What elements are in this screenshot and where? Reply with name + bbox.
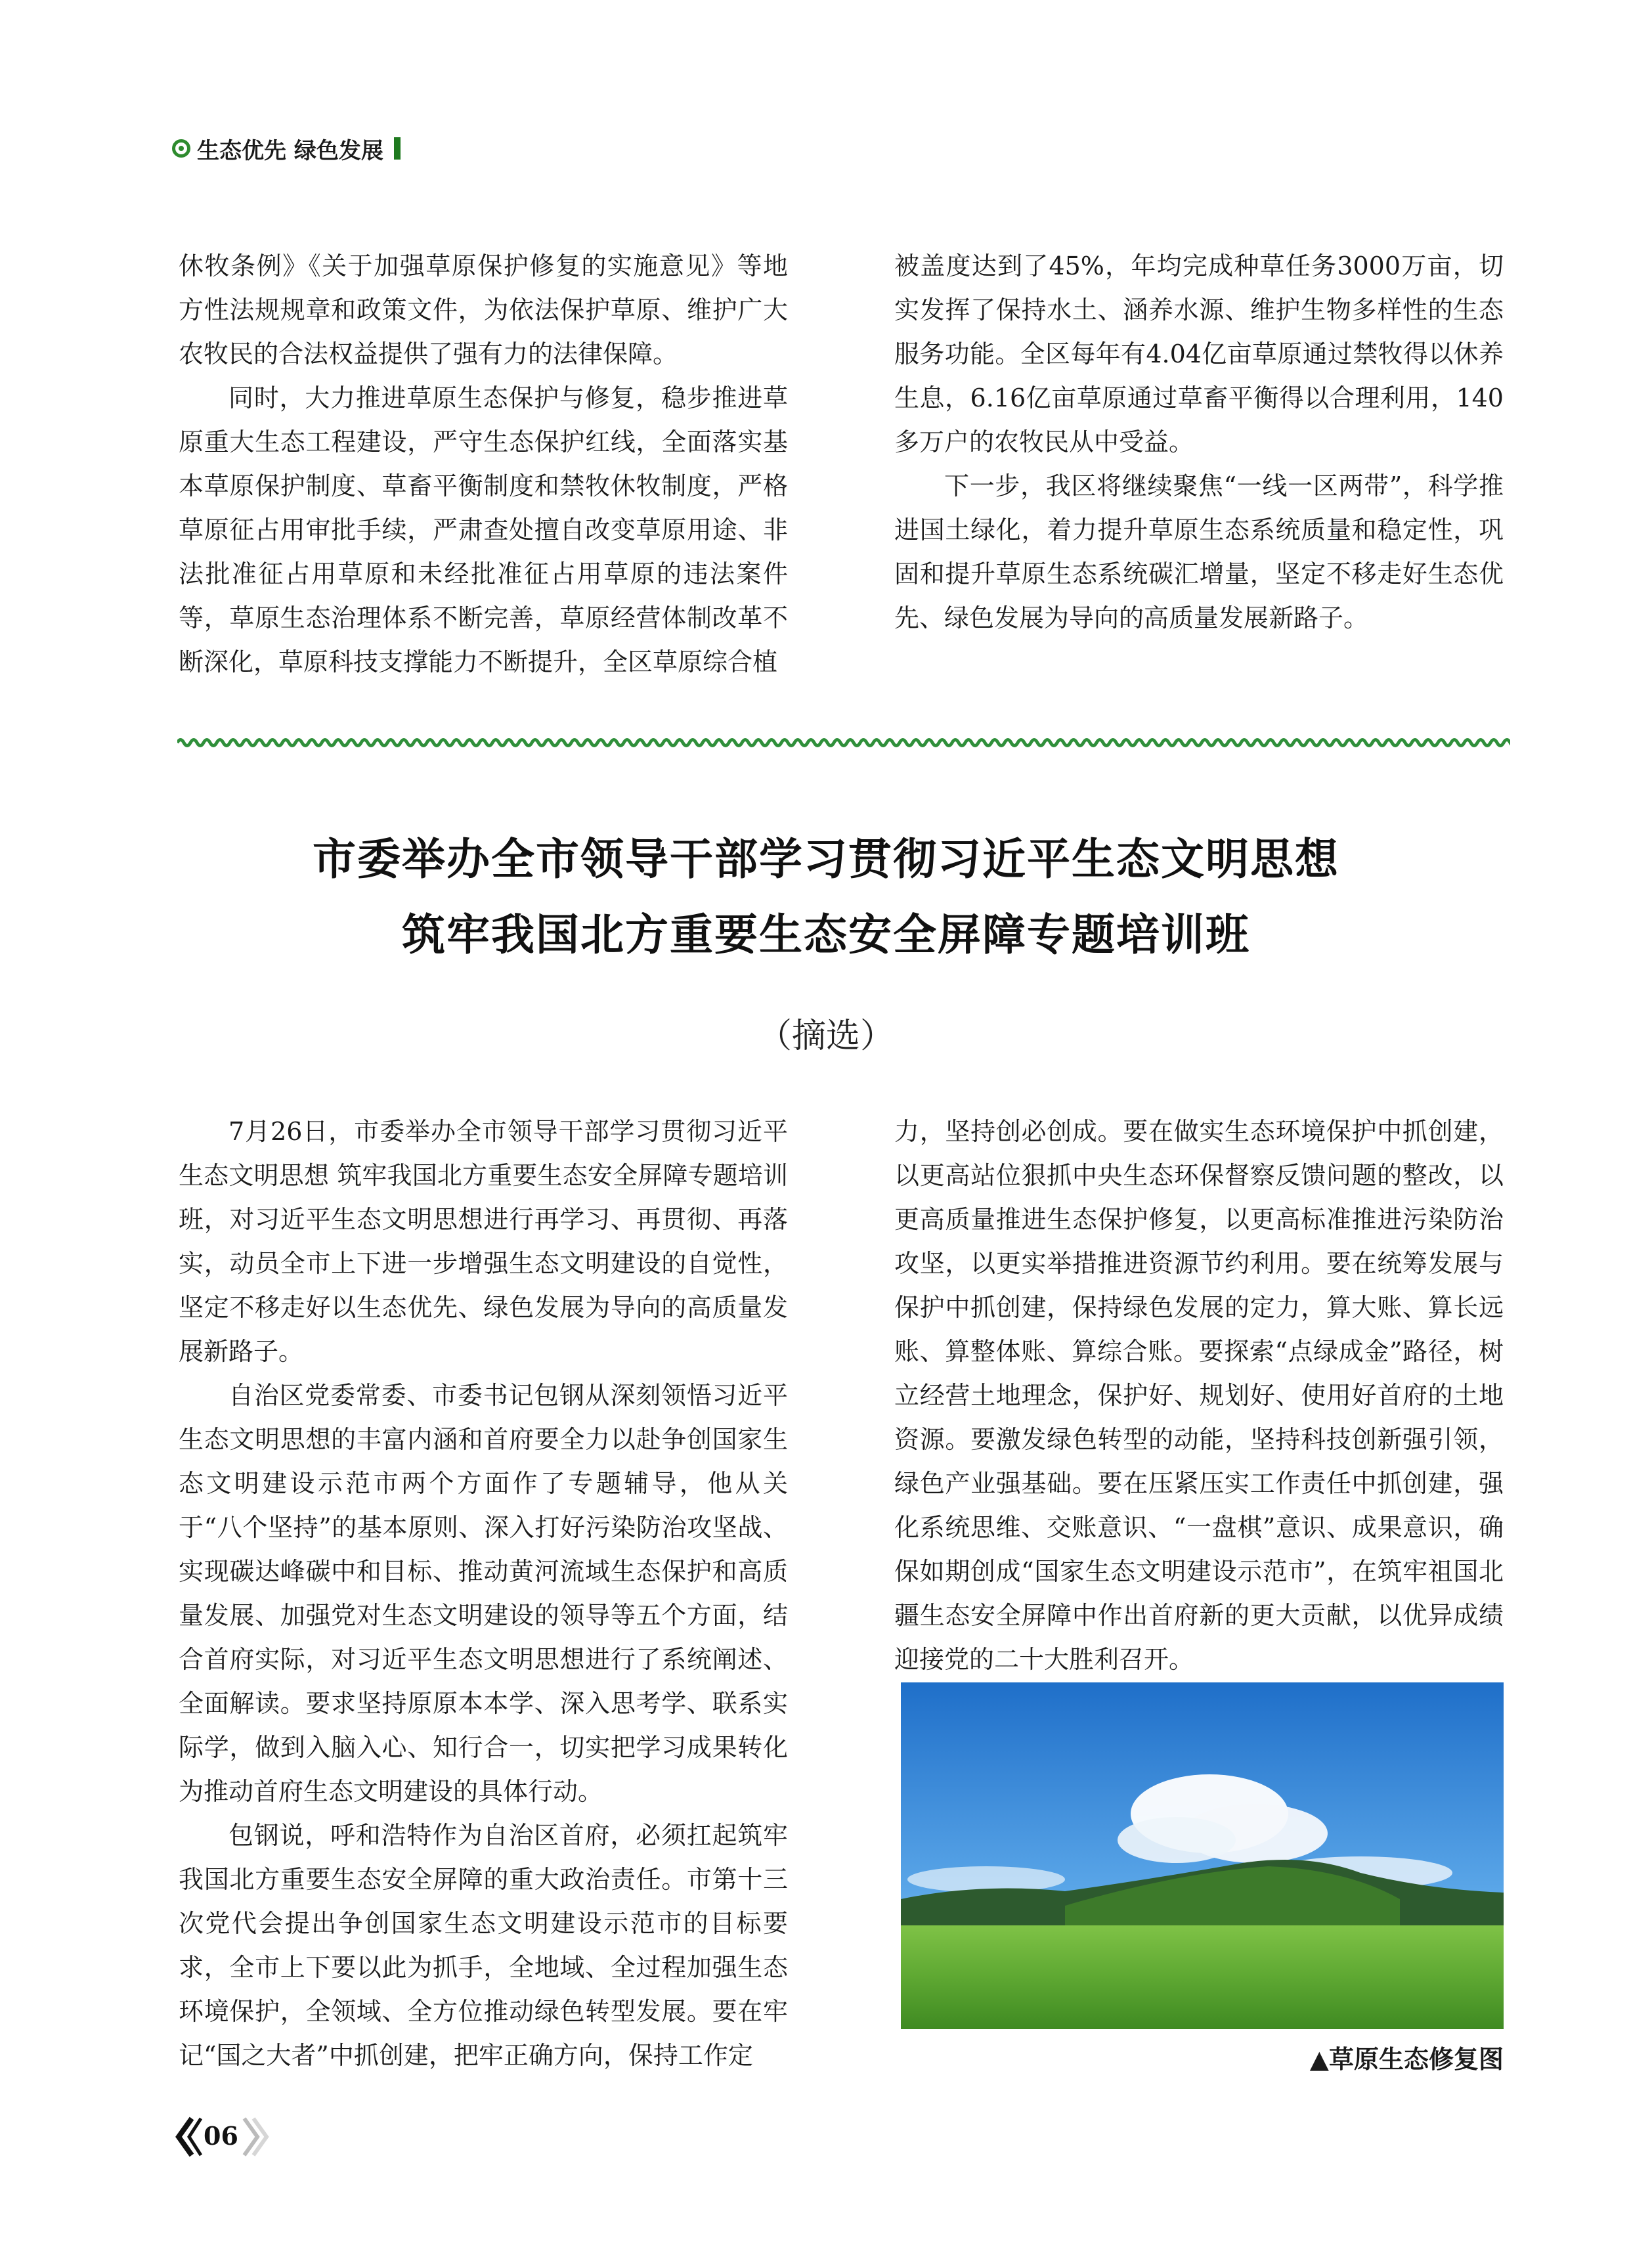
paragraph: 休牧条例》《关于加强草原保护修复的实施意见》等地方性法规规章和政策文件，为依法保护草原、维护广大农牧民的合法权益提供了强有力的法律保障。: [179, 252, 788, 368]
section-header: [172, 130, 401, 167]
section-label: 生态优先 绿色发展: [197, 137, 383, 164]
paragraph: 7月26日，市委举办全市领导干部学习贯彻习近平生态文明思想 筑牢我国北方重要生态安全屏障专题培训班，对习近平生态文明思想进行再学习、再贯彻、再落实，动员全市上下进一步增强生态文明建设的自觉性，坚定不移走好以生态优先、绿色发展为导向的高质量发展新路子。: [179, 1117, 788, 1366]
article-left-column: [179, 1110, 788, 2078]
article-title-line2: 筑牢我国北方重要生态安全屏障专题培训班: [402, 909, 1250, 960]
wave-divider: [177, 734, 1510, 751]
photo-caption: ▲草原生态修复图: [1309, 2045, 1504, 2074]
paragraph: 力，坚持创必创成。要在做实生态环境保护中抓创建，以更高站位狠抓中央生态环保督察反馈问题的整改，以更高质量推进生态保护修复，以更高标准推进污染防治攻坚，以更实举措推进资源节约利用。要在统筹发展与保护中抓创建，保持绿色发展的定力，算大账、算长远账、算整体账、算综合账。要探索“点绿成金”路径，树立经营土地理念，保护好、规划好、使用好首府的土地资源。要激发绿色转型的动能，坚持科技创新强引领，绿色产业强基础。要在压紧压实工作责任中抓创建，强化系统思维、交账意识、“一盘棋”意识、成果意识，确保如期创成“国家生态文明建设示范市”，在筑牢祖国北疆生态安全屏障中作出首府新的更大贡献，以优异成绩迎接党的二十大胜利召开。: [894, 1117, 1504, 1674]
paragraph: 包钢说，呼和浩特作为自治区首府，必须扛起筑牢我国北方重要生态安全屏障的重大政治责任。市第十三次党代会提出争创国家生态文明建设示范市的目标要求，全市上下要以此为抓手，全地域、全过程加强生态环境保护，全领域、全方位推动绿色转型发展。要在牢记“国之大者”中抓创建，把牢正确方向，保持工作定: [179, 1821, 788, 2070]
article-subtitle: （摘选）: [757, 1017, 894, 1056]
article-title-line1: 市委举办全市领导干部学习贯彻习近平生态文明思想: [313, 834, 1339, 885]
article-right-column: [894, 1110, 1504, 1682]
paragraph: 下一步，我区将继续聚焦“一线一区两带”，科学推进国土绿化，着力提升草原生态系统质量和稳定性，巩固和提升草原生态系统碳汇增量，坚定不移走好生态优先、绿色发展为导向的高质量发展新路子。: [894, 471, 1504, 632]
top-right-column: [894, 244, 1504, 640]
paragraph: 同时，大力推进草原生态保护与修复，稳步推进草原重大生态工程建设，严守生态保护红线，全面落实基本草原保护制度、草畜平衡制度和禁牧休牧制度，严格草原征占用审批手续，严肃查处擅自改变草原用途、非法批准征占用草原和未经批准征占用草原的违法案件等，草原生态治理体系不断完善，草原经营体制改革不断深化，草原科技支撑能力不断提升，全区草原综合植: [179, 383, 788, 676]
paragraph: 自治区党委常委、市委书记包钢从深刻领悟习近平生态文明思想的丰富内涵和首府要全力以赴争创国家生态文明建设示范市两个方面作了专题辅导，他从关于“八个坚持”的基本原则、深入打好污染防治攻坚战、实现碳达峰碳中和目标、推动黄河流域生态保护和高质量发展、加强党对生态文明建设的领导等五个方面，结合首府实际，对习近平生态文明思想进行了系统阐述、全面解读。要求坚持原原本本学、深入思考学、联系实际学，做到入脑入心、知行合一，切实把学习成果转化为推动首府生态文明建设的具体行动。: [179, 1381, 788, 1806]
page-number: 06: [204, 2121, 238, 2151]
page-number-badge: [172, 2116, 271, 2158]
green-bar-icon: [394, 137, 401, 160]
paragraph: 被盖度达到了45%，年均完成种草任务3000万亩，切实发挥了保持水土、涵养水源、维护生物多样性的生态服务功能。全区每年有4.04亿亩草原通过禁牧得以休养生息，6.16亿亩草原通过草畜平衡得以合理利用，140多万户的农牧民从中受益。: [894, 252, 1504, 456]
target-circle-icon: [172, 139, 190, 158]
grassland-photo: [901, 1682, 1504, 2029]
top-left-column: [179, 244, 788, 684]
